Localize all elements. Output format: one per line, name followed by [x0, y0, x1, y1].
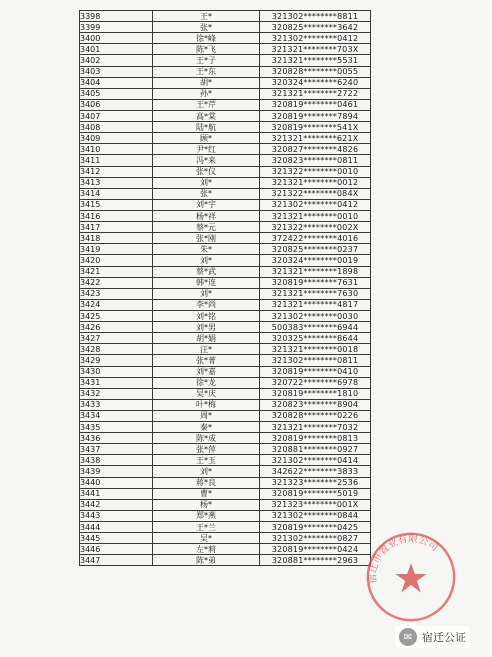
id-number-cell: 320324********6240 — [260, 77, 371, 88]
name-cell: 刘*铭 — [153, 310, 260, 321]
id-number-cell: 320819********0410 — [260, 366, 371, 377]
table-row — [80, 188, 371, 199]
id-number-cell: 320819********5019 — [260, 488, 371, 499]
table-row — [80, 555, 371, 566]
table-row — [80, 499, 371, 510]
table-row — [80, 477, 371, 488]
id-number-cell: 321322********084X — [260, 188, 371, 199]
id-number-cell: 372422********4016 — [260, 233, 371, 244]
row-number-cell: 3425 — [80, 310, 153, 321]
table-row — [80, 433, 371, 444]
table-row — [80, 77, 371, 88]
name-cell: 张*萍 — [153, 444, 260, 455]
row-number-cell: 3414 — [80, 188, 153, 199]
table-row — [80, 455, 371, 466]
row-number-cell: 3417 — [80, 222, 153, 233]
table-row — [80, 44, 371, 55]
table-row — [80, 122, 371, 133]
watermark-label: 宿迁公证 — [422, 631, 466, 644]
id-number-cell: 321321********5531 — [260, 55, 371, 66]
name-cell: 尹*红 — [153, 144, 260, 155]
row-number-cell: 3422 — [80, 277, 153, 288]
table-row — [80, 288, 371, 299]
name-cell: 刘* — [153, 288, 260, 299]
table-row — [80, 110, 371, 121]
id-number-cell: 320325********8644 — [260, 333, 371, 344]
table-row — [80, 244, 371, 255]
name-cell: 王*兰 — [153, 522, 260, 533]
id-number-cell: 320825********0237 — [260, 244, 371, 255]
id-number-cell: 321321********7032 — [260, 422, 371, 433]
name-cell: 徐*峰 — [153, 33, 260, 44]
name-cell: 徐*龙 — [153, 377, 260, 388]
row-number-cell: 3428 — [80, 344, 153, 355]
name-cell: 张*仪 — [153, 166, 260, 177]
name-cell: 秦* — [153, 422, 260, 433]
id-number-cell: 320819********0461 — [260, 99, 371, 110]
table-row — [80, 333, 371, 344]
table-row — [80, 533, 371, 544]
table-row — [80, 299, 371, 310]
row-number-cell: 3439 — [80, 466, 153, 477]
id-number-cell: 320819********0425 — [260, 522, 371, 533]
row-number-cell: 3409 — [80, 133, 153, 144]
id-number-cell: 321302********0414 — [260, 455, 371, 466]
table-row — [80, 366, 371, 377]
id-number-cell: 321321********2722 — [260, 88, 371, 99]
name-cell: 刘* — [153, 255, 260, 266]
id-number-cell: 321323********2536 — [260, 477, 371, 488]
row-number-cell: 3411 — [80, 155, 153, 166]
row-number-cell: 3441 — [80, 488, 153, 499]
row-number-cell: 3419 — [80, 244, 153, 255]
name-cell: 高*棠 — [153, 110, 260, 121]
row-number-cell: 3440 — [80, 477, 153, 488]
row-number-cell: 3400 — [80, 33, 153, 44]
table-row — [80, 66, 371, 77]
name-cell: 蒋*良 — [153, 477, 260, 488]
id-number-cell: 321321********0010 — [260, 210, 371, 221]
table-row — [80, 277, 371, 288]
id-number-cell: 320881********2963 — [260, 555, 371, 566]
table-row — [80, 422, 371, 433]
table-row — [80, 233, 371, 244]
id-number-cell: 320881********0927 — [260, 444, 371, 455]
table-row — [80, 399, 371, 410]
id-number-cell: 320819********0813 — [260, 433, 371, 444]
table-row — [80, 466, 371, 477]
id-number-cell: 320324********0019 — [260, 255, 371, 266]
id-number-cell: 320827********4826 — [260, 144, 371, 155]
name-cell: 张*菁 — [153, 355, 260, 366]
table-row — [80, 22, 371, 33]
row-number-cell: 3423 — [80, 288, 153, 299]
table-row — [80, 544, 371, 555]
company-seal — [362, 528, 460, 626]
table-row — [80, 177, 371, 188]
table-row — [80, 344, 371, 355]
name-cell: 王*东 — [153, 66, 260, 77]
row-number-cell: 3405 — [80, 88, 153, 99]
id-number-cell: 321322********0010 — [260, 166, 371, 177]
name-cell: 蔡*元 — [153, 222, 260, 233]
id-number-cell: 500383********6944 — [260, 322, 371, 333]
row-number-cell: 3446 — [80, 544, 153, 555]
name-cell: 王* — [153, 11, 260, 22]
name-cell: 张* — [153, 188, 260, 199]
row-number-cell: 3443 — [80, 510, 153, 521]
row-number-cell: 3408 — [80, 122, 153, 133]
id-number-cell: 320828********0226 — [260, 410, 371, 421]
id-number-cell: 320819********0424 — [260, 544, 371, 555]
row-number-cell: 3447 — [80, 555, 153, 566]
row-number-cell: 3429 — [80, 355, 153, 366]
row-number-cell: 3436 — [80, 433, 153, 444]
row-number-cell: 3438 — [80, 455, 153, 466]
id-number-cell: 320819********7631 — [260, 277, 371, 288]
row-number-cell: 3416 — [80, 210, 153, 221]
row-number-cell: 3434 — [80, 410, 153, 421]
name-cell: 刘*宇 — [153, 199, 260, 210]
name-cell: 陆*航 — [153, 122, 260, 133]
row-number-cell: 3413 — [80, 177, 153, 188]
row-number-cell: 3426 — [80, 322, 153, 333]
row-number-cell: 3421 — [80, 266, 153, 277]
name-cell: 周* — [153, 410, 260, 421]
name-cell: 蔡*武 — [153, 266, 260, 277]
name-cell: 左*莉 — [153, 544, 260, 555]
name-cell: 胡*娟 — [153, 333, 260, 344]
name-cell: 吴*庆 — [153, 388, 260, 399]
id-number-cell: 320819********541X — [260, 122, 371, 133]
row-number-cell: 3410 — [80, 144, 153, 155]
name-cell: 王*玉 — [153, 455, 260, 466]
name-cell: 陈*弟 — [153, 555, 260, 566]
name-cell: 王*芹 — [153, 99, 260, 110]
roster-table — [79, 10, 371, 566]
table-row — [80, 166, 371, 177]
name-cell: 王*子 — [153, 55, 260, 66]
id-number-cell: 321302********0827 — [260, 533, 371, 544]
id-number-cell: 321302********8811 — [260, 11, 371, 22]
id-number-cell: 321302********0412 — [260, 199, 371, 210]
table-row — [80, 99, 371, 110]
name-cell: 吴* — [153, 533, 260, 544]
name-cell: 刘* — [153, 466, 260, 477]
row-number-cell: 3401 — [80, 44, 153, 55]
source-watermark — [395, 626, 470, 648]
id-number-cell: 320825********3642 — [260, 22, 371, 33]
table-row — [80, 210, 371, 221]
row-number-cell: 3399 — [80, 22, 153, 33]
name-cell: 曹* — [153, 488, 260, 499]
row-number-cell: 3402 — [80, 55, 153, 66]
row-number-cell: 3437 — [80, 444, 153, 455]
row-number-cell: 3435 — [80, 422, 153, 433]
id-number-cell: 321302********0844 — [260, 510, 371, 521]
id-number-cell: 321321********7630 — [260, 288, 371, 299]
table-row — [80, 355, 371, 366]
name-cell: 郑*燕 — [153, 510, 260, 521]
row-number-cell: 3444 — [80, 522, 153, 533]
id-number-cell: 320819********7894 — [260, 110, 371, 121]
table-row — [80, 444, 371, 455]
row-number-cell: 3420 — [80, 255, 153, 266]
id-number-cell: 321323********001X — [260, 499, 371, 510]
table-row — [80, 510, 371, 521]
row-number-cell: 3398 — [80, 11, 153, 22]
name-cell: 韩*连 — [153, 277, 260, 288]
row-number-cell: 3412 — [80, 166, 153, 177]
table-row — [80, 310, 371, 321]
row-number-cell: 3407 — [80, 110, 153, 121]
row-number-cell: 3403 — [80, 66, 153, 77]
row-number-cell: 3427 — [80, 333, 153, 344]
name-cell: 刘*男 — [153, 322, 260, 333]
id-number-cell: 321302********0030 — [260, 310, 371, 321]
id-number-cell: 321321********0018 — [260, 344, 371, 355]
id-number-cell: 342622********3833 — [260, 466, 371, 477]
row-number-cell: 3445 — [80, 533, 153, 544]
id-number-cell: 320823********8904 — [260, 399, 371, 410]
table-row — [80, 55, 371, 66]
chat-bubble-icon: ✉ — [399, 628, 417, 646]
id-number-cell: 321321********703X — [260, 44, 371, 55]
name-cell: 刘* — [153, 177, 260, 188]
table-row — [80, 388, 371, 399]
id-number-cell: 320722********6978 — [260, 377, 371, 388]
table-row — [80, 155, 371, 166]
table-row — [80, 33, 371, 44]
table-row — [80, 11, 371, 22]
id-number-cell: 321321********621X — [260, 133, 371, 144]
table-row — [80, 222, 371, 233]
row-number-cell: 3404 — [80, 77, 153, 88]
name-cell: 汪* — [153, 344, 260, 355]
name-cell: 杨* — [153, 499, 260, 510]
row-number-cell: 3430 — [80, 366, 153, 377]
id-number-cell: 321302********0412 — [260, 33, 371, 44]
name-cell: 朱* — [153, 244, 260, 255]
table-row — [80, 255, 371, 266]
id-number-cell: 321321********4817 — [260, 299, 371, 310]
id-number-cell: 321321********1898 — [260, 266, 371, 277]
name-cell: 胡* — [153, 77, 260, 88]
row-number-cell: 3418 — [80, 233, 153, 244]
row-number-cell: 3415 — [80, 199, 153, 210]
id-number-cell: 320823********0811 — [260, 155, 371, 166]
table-row — [80, 133, 371, 144]
name-cell: 杨*祥 — [153, 210, 260, 221]
id-number-cell: 321302********0811 — [260, 355, 371, 366]
name-cell: 李*尚 — [153, 299, 260, 310]
name-cell: 陈*飞 — [153, 44, 260, 55]
id-number-cell: 320819********1810 — [260, 388, 371, 399]
table-row — [80, 322, 371, 333]
name-cell: 冯*来 — [153, 155, 260, 166]
table-row — [80, 199, 371, 210]
roster-table-body — [80, 11, 371, 566]
table-row — [80, 522, 371, 533]
table-row — [80, 488, 371, 499]
row-number-cell: 3432 — [80, 388, 153, 399]
row-number-cell: 3424 — [80, 299, 153, 310]
table-row — [80, 377, 371, 388]
row-number-cell: 3431 — [80, 377, 153, 388]
name-cell: 孙* — [153, 88, 260, 99]
name-cell: 张* — [153, 22, 260, 33]
id-number-cell: 321321********0012 — [260, 177, 371, 188]
table-row — [80, 410, 371, 421]
name-cell: 叶*梅 — [153, 399, 260, 410]
table-row — [80, 266, 371, 277]
row-number-cell: 3406 — [80, 99, 153, 110]
name-cell: 刘*嘉 — [153, 366, 260, 377]
name-cell: 顾* — [153, 133, 260, 144]
table-row — [80, 88, 371, 99]
svg-text:宿迁市置业有限公司: 宿迁市置业有限公司 — [367, 533, 440, 585]
id-number-cell: 320828********0055 — [260, 66, 371, 77]
name-cell: 张*刚 — [153, 233, 260, 244]
row-number-cell: 3442 — [80, 499, 153, 510]
table-row — [80, 144, 371, 155]
id-number-cell: 321322********002X — [260, 222, 371, 233]
name-cell: 陈*成 — [153, 433, 260, 444]
row-number-cell: 3433 — [80, 399, 153, 410]
